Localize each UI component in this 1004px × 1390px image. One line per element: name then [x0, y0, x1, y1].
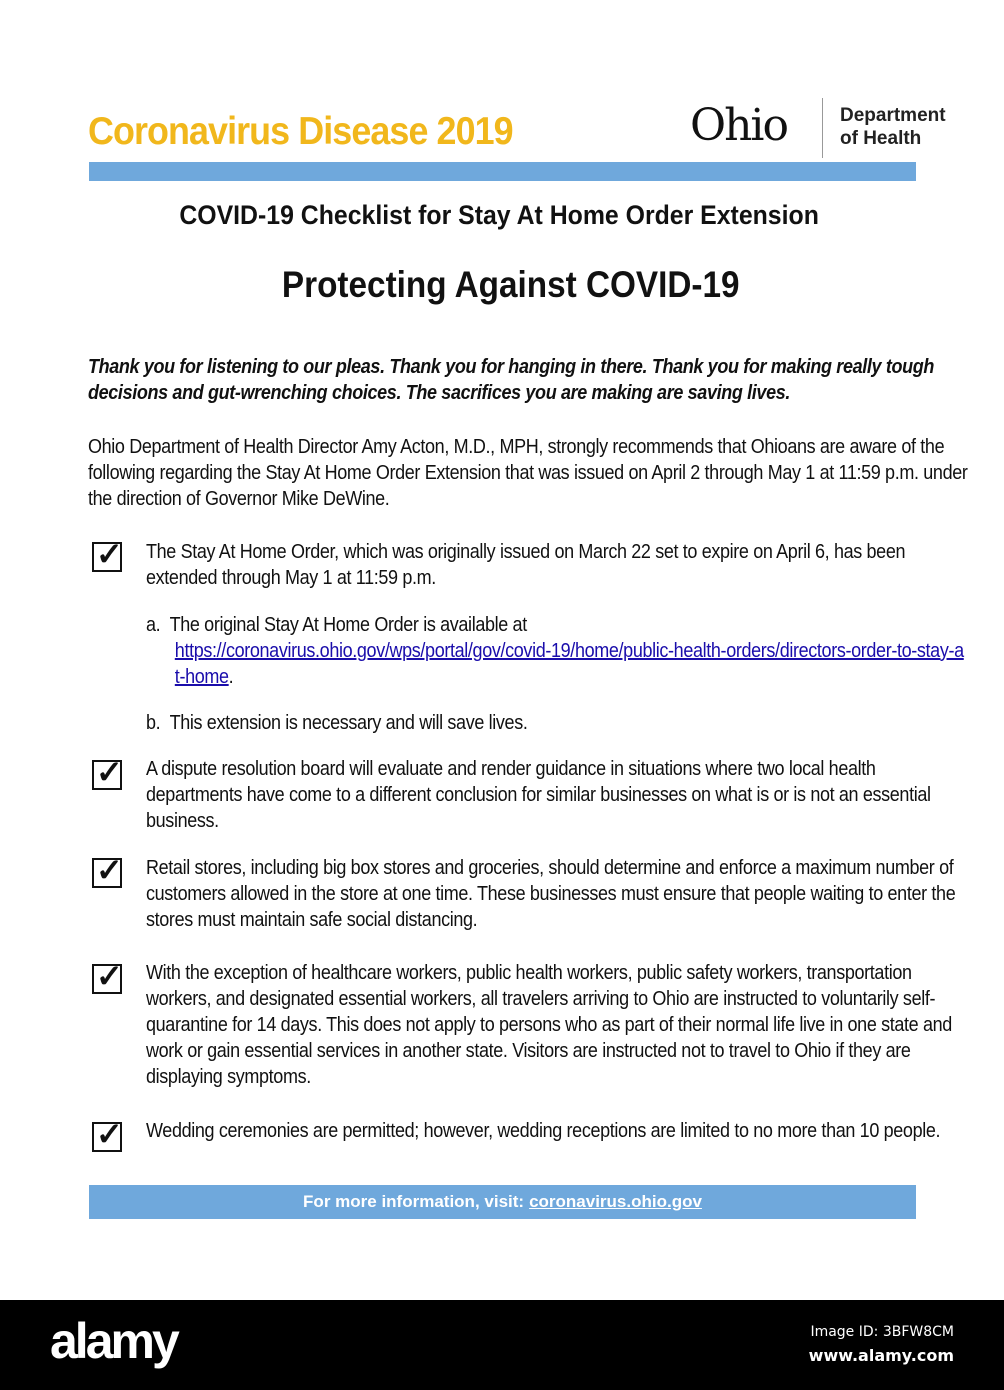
- footer-bar: [89, 1185, 916, 1219]
- intro-paragraph: Ohio Department of Health Director Amy Acton, M.D., MPH, strongly recommends that Ohioans are aware of the following regarding the Stay At Home Order Extension that was issued on April 2 through May 1 at 11:59 p.m. under the direction of Governor Mike DeWine.: [88, 436, 968, 510]
- sub-end: .: [228, 666, 234, 688]
- checkbox-icon: [92, 852, 123, 888]
- footer-link[interactable]: coronavirus.ohio.gov: [529, 1192, 702, 1211]
- sub-text: This extension is necessary and will save lives.: [169, 712, 528, 734]
- checkmark-icon: ✓: [96, 1116, 123, 1152]
- checkbox-icon: [92, 958, 123, 994]
- watermark-url: www.alamy.com: [808, 1346, 954, 1365]
- checklist-item: Retail stores, including big box stores and groceries, should determine and enforce a maximum number of customers allowed in the store at one time. These businesses must ensure that people waiting to enter the stores must maintain safe social distancing.: [146, 857, 956, 931]
- sub-item-b: [146, 710, 974, 736]
- checklist-item: Wedding ceremonies are permitted; however, wedding receptions are limited to no more than 10 people.: [146, 1120, 941, 1142]
- order-link[interactable]: https://coronavirus.ohio.gov/wps/portal/gov/covid-19/home/public-health-orders/directors-order-to-stay-at-home: [174, 640, 964, 688]
- alamy-logo: alamy: [50, 1313, 177, 1369]
- checkmark-icon: ✓: [96, 852, 123, 888]
- checklist-heading: COVID-19 Checklist for Stay At Home Order Extension: [179, 200, 819, 230]
- protecting-heading: Protecting Against COVID-19: [281, 264, 740, 305]
- checkbox-icon: [92, 1116, 123, 1152]
- logo-divider: [822, 98, 823, 158]
- checkmark-icon: ✓: [96, 754, 123, 790]
- dept-of-health-logo: [840, 104, 946, 150]
- thank-you-paragraph: Thank you for listening to our pleas. Thank you for hanging in there. Thank you for making really tough decisions and gut-wrenching choices. The sacrifices you are making are saving lives.: [88, 356, 934, 404]
- image-id: Image ID: 3BFW8CM: [810, 1324, 954, 1340]
- ohio-logo: Ohio: [690, 100, 787, 151]
- footer-label: For more information, visit:: [303, 1192, 525, 1211]
- sub-marker: a.: [146, 614, 161, 636]
- checklist-item: A dispute resolution board will evaluate and render guidance in situations where two local health departments have come to a different conclusion for similar businesses on what is or is not an essential business.: [146, 758, 931, 832]
- checkmark-icon: ✓: [96, 958, 123, 994]
- dept-line1: Department: [840, 105, 946, 126]
- checkbox-icon: [92, 536, 123, 572]
- sub-marker: b.: [146, 712, 161, 734]
- sub-item-a: [146, 612, 974, 690]
- checklist-item: With the exception of healthcare workers, public health workers, public safety workers, transportation workers, and designated essential workers, all travelers arriving to Ohio are instructed to voluntarily self-quarantine for 14 days. This does not apply to persons who as part of their normal life live in one state and work or gain essential services in another state. Visitors are instructed not to travel to Ohio if they are displaying symptoms.: [146, 962, 952, 1088]
- header-bar: [89, 162, 916, 181]
- sub-text: The original Stay At Home Order is available at: [169, 614, 527, 636]
- checklist-item: The Stay At Home Order, which was originally issued on March 22 set to expire on April 6, has been extended through May 1 at 11:59 p.m.: [146, 541, 906, 589]
- document-title: Coronavirus Disease 2019: [88, 110, 513, 153]
- dept-line2: of Health: [840, 128, 922, 149]
- checkmark-icon: ✓: [96, 536, 123, 572]
- watermark-banner: [0, 1300, 1004, 1390]
- checkbox-icon: [92, 754, 123, 790]
